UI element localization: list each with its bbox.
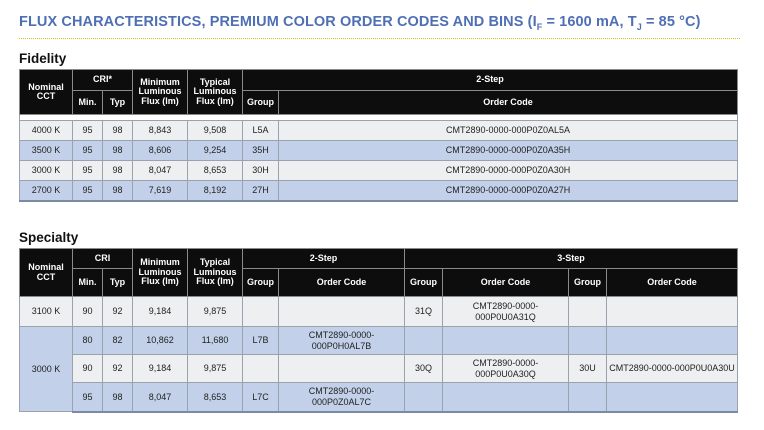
empty-cell: [569, 327, 607, 355]
typ-flux-cell: 11,680: [188, 327, 243, 355]
header-group: Group: [243, 91, 279, 115]
title-subscript-f: F: [536, 21, 543, 32]
header-cri-min: Min.: [73, 91, 103, 115]
cri-typ-cell: 92: [103, 355, 133, 383]
group-cell: L7B: [243, 327, 279, 355]
cri-min-cell: 95: [73, 181, 103, 201]
empty-cell: [243, 355, 279, 383]
empty-cell: [279, 355, 405, 383]
table-row: [20, 297, 738, 327]
header-2-step-order-code: Order Code: [279, 269, 405, 297]
specialty-heading: Specialty: [19, 230, 79, 245]
specialty-header-row-1: [20, 249, 738, 269]
title-prefix: FLUX CHARACTERISTICS, PREMIUM COLOR ORDER CODES AND BINS (I: [19, 14, 537, 30]
cct-cell: 4000 K: [20, 121, 73, 141]
min-flux-cell: 8,606: [133, 141, 188, 161]
header-min-flux: Minimum Luminous Flux (lm): [133, 70, 188, 115]
order-code-cell: CMT2890-0000-000P0Z0AL7C: [279, 383, 405, 412]
min-flux-cell: 9,184: [133, 297, 188, 327]
empty-cell: [443, 327, 569, 355]
order-code-cell: CMT2890-0000-000P0Z0A35H: [279, 141, 738, 161]
min-flux-cell: 8,843: [133, 121, 188, 141]
typ-flux-cell: 9,875: [188, 297, 243, 327]
table-row: [20, 121, 738, 141]
cri-min-cell: 95: [73, 141, 103, 161]
typ-flux-cell: 9,254: [188, 141, 243, 161]
header-cri-typ: Typ: [103, 269, 133, 297]
cri-typ-cell: 98: [103, 181, 133, 201]
cri-typ-cell: 98: [103, 383, 133, 412]
cct-cell: 2700 K: [20, 181, 73, 201]
min-flux-cell: 7,619: [133, 181, 188, 201]
typ-flux-cell: 9,508: [188, 121, 243, 141]
group-cell: 30H: [243, 161, 279, 181]
header-3-step-group-a: Group: [405, 269, 443, 297]
cri-typ-cell: 98: [103, 121, 133, 141]
typ-flux-cell: 8,192: [188, 181, 243, 201]
fidelity-header-row-2: [20, 91, 738, 115]
cri-typ-cell: 98: [103, 161, 133, 181]
header-2-step-group: Group: [243, 269, 279, 297]
title-divider: [19, 38, 740, 39]
order-code-cell: CMT2890-0000-000P0Z0A30H: [279, 161, 738, 181]
fidelity-table: [19, 69, 738, 202]
typ-flux-cell: 8,653: [188, 383, 243, 412]
header-cri-min: Min.: [73, 269, 103, 297]
group-cell: 35H: [243, 141, 279, 161]
table-row: [20, 161, 738, 181]
header-3-step-group-b: Group: [569, 269, 607, 297]
empty-cell: [569, 383, 607, 412]
header-3-step-order-code-b: Order Code: [607, 269, 738, 297]
header-2-step: 2-Step: [243, 249, 405, 269]
empty-cell: [405, 327, 443, 355]
order-code-cell: CMT2890-0000-000P0H0AL7B: [279, 327, 405, 355]
cri-typ-cell: 82: [103, 327, 133, 355]
page-title: [19, 14, 739, 32]
empty-cell: [279, 297, 405, 327]
empty-cell: [243, 297, 279, 327]
table-row: [20, 327, 738, 355]
table-row: [20, 355, 738, 383]
table-row: [20, 141, 738, 161]
header-typ-flux: Typical Luminous Flux (lm): [188, 249, 243, 297]
header-cri: CRI*: [73, 70, 133, 91]
order-code-cell: CMT2890-0000-000P0U0A30U: [607, 355, 738, 383]
order-code-cell: CMT2890-0000-000P0Z0AL5A: [279, 121, 738, 141]
cct-cell: 3000 K: [20, 327, 73, 412]
title-subscript-j: J: [636, 21, 642, 32]
header-3-step: 3-Step: [405, 249, 738, 269]
cri-min-cell: 95: [73, 161, 103, 181]
cct-cell: 3000 K: [20, 161, 73, 181]
header-min-flux: Minimum Luminous Flux (lm): [133, 249, 188, 297]
group-cell: 30U: [569, 355, 607, 383]
empty-cell: [569, 297, 607, 327]
table-row: [20, 181, 738, 201]
order-code-cell: CMT2890-0000-000P0Z0A27H: [279, 181, 738, 201]
group-cell: 30Q: [405, 355, 443, 383]
header-nominal-cct: Nominal CCT: [20, 70, 73, 115]
specialty-table: [19, 248, 738, 413]
empty-cell: [607, 297, 738, 327]
min-flux-cell: 8,047: [133, 161, 188, 181]
header-nominal-cct: Nominal CCT: [20, 249, 73, 297]
group-cell: L5A: [243, 121, 279, 141]
cct-cell: 3500 K: [20, 141, 73, 161]
cri-typ-cell: 98: [103, 141, 133, 161]
header-cri-typ: Typ: [103, 91, 133, 115]
min-flux-cell: 10,862: [133, 327, 188, 355]
cct-cell: 3100 K: [20, 297, 73, 327]
empty-cell: [607, 383, 738, 412]
cri-min-cell: 95: [73, 383, 103, 412]
empty-cell: [607, 327, 738, 355]
title-suffix: = 85 °C): [641, 14, 701, 30]
header-order-code: Order Code: [279, 91, 738, 115]
header-2-step: 2-Step: [243, 70, 738, 91]
header-typ-flux: Typical Luminous Flux (lm): [188, 70, 243, 115]
header-3-step-order-code-a: Order Code: [443, 269, 569, 297]
cri-min-cell: 90: [73, 297, 103, 327]
order-code-cell: CMT2890-0000-000P0U0A30Q: [443, 355, 569, 383]
cri-min-cell: 80: [73, 327, 103, 355]
empty-cell: [405, 383, 443, 412]
cri-min-cell: 90: [73, 355, 103, 383]
fidelity-heading: Fidelity: [19, 51, 67, 66]
table-row: [20, 383, 738, 412]
order-code-cell: CMT2890-0000-000P0U0A31Q: [443, 297, 569, 327]
fidelity-header-row-1: [20, 70, 738, 91]
specialty-header-row-2: [20, 269, 738, 297]
group-cell: L7C: [243, 383, 279, 412]
header-cri: CRI: [73, 249, 133, 269]
group-cell: 31Q: [405, 297, 443, 327]
typ-flux-cell: 9,875: [188, 355, 243, 383]
group-cell: 27H: [243, 181, 279, 201]
min-flux-cell: 8,047: [133, 383, 188, 412]
cri-min-cell: 95: [73, 121, 103, 141]
title-mid: = 1600 mA, T: [542, 14, 637, 30]
cri-typ-cell: 92: [103, 297, 133, 327]
typ-flux-cell: 8,653: [188, 161, 243, 181]
empty-cell: [443, 383, 569, 412]
min-flux-cell: 9,184: [133, 355, 188, 383]
